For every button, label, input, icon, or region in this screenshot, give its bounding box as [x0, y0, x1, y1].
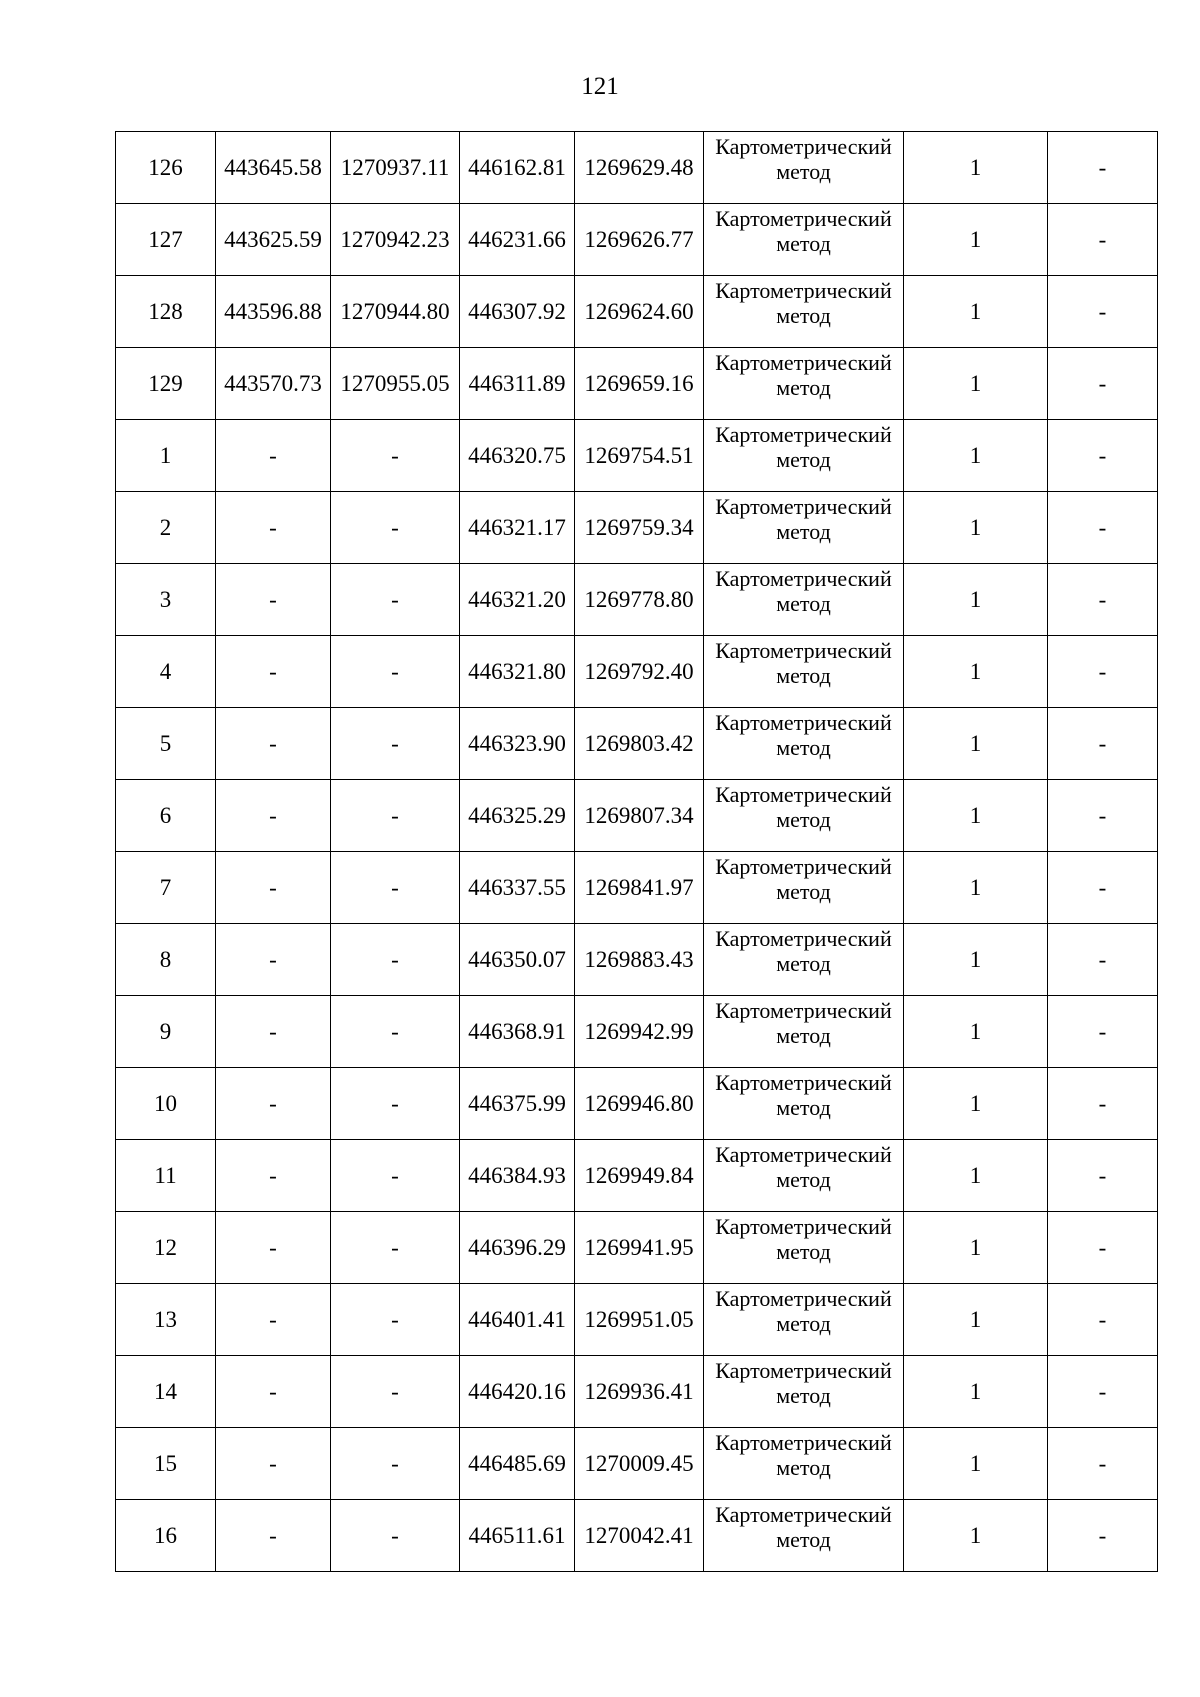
- accuracy-cell: 1: [904, 492, 1048, 564]
- table-row: [116, 1212, 1158, 1284]
- accuracy-cell: 1: [904, 924, 1048, 996]
- point-number-cell: 12: [116, 1212, 216, 1284]
- description-cell: -: [1048, 420, 1158, 492]
- point-number-cell: 9: [116, 996, 216, 1068]
- method-cell: [704, 492, 904, 564]
- accuracy-cell: 1: [904, 1212, 1048, 1284]
- method-line-2: метод: [776, 1167, 831, 1192]
- old-x-cell: 443645.58: [216, 132, 331, 204]
- method-cell: [704, 780, 904, 852]
- old-y-cell: -: [331, 564, 460, 636]
- new-y-cell: 1269754.51: [575, 420, 704, 492]
- new-y-cell: 1269951.05: [575, 1284, 704, 1356]
- table-row: [116, 492, 1158, 564]
- point-number-cell: 8: [116, 924, 216, 996]
- old-x-cell: -: [216, 924, 331, 996]
- method-line-1: Картометрический: [715, 350, 892, 375]
- method-cell: [704, 1356, 904, 1428]
- new-x-cell: 446307.92: [460, 276, 575, 348]
- table-row: [116, 780, 1158, 852]
- method-line-2: метод: [776, 879, 831, 904]
- new-x-cell: 446323.90: [460, 708, 575, 780]
- table-row: [116, 1428, 1158, 1500]
- old-y-cell: -: [331, 780, 460, 852]
- description-cell: -: [1048, 636, 1158, 708]
- accuracy-cell: 1: [904, 1140, 1048, 1212]
- method-line-2: метод: [776, 1095, 831, 1120]
- new-y-cell: 1269629.48: [575, 132, 704, 204]
- method-line-1: Картометрический: [715, 494, 892, 519]
- old-x-cell: -: [216, 1356, 331, 1428]
- old-x-cell: -: [216, 780, 331, 852]
- new-x-cell: 446485.69: [460, 1428, 575, 1500]
- old-x-cell: -: [216, 420, 331, 492]
- point-number-cell: 126: [116, 132, 216, 204]
- method-cell: [704, 1068, 904, 1140]
- new-y-cell: 1269792.40: [575, 636, 704, 708]
- new-x-cell: 446337.55: [460, 852, 575, 924]
- method-line-2: метод: [776, 663, 831, 688]
- method-line-1: Картометрический: [715, 1214, 892, 1239]
- method-cell: [704, 1212, 904, 1284]
- old-x-cell: -: [216, 1500, 331, 1572]
- table-row: [116, 996, 1158, 1068]
- method-line-1: Картометрический: [715, 926, 892, 951]
- description-cell: -: [1048, 348, 1158, 420]
- method-cell: [704, 996, 904, 1068]
- description-cell: -: [1048, 1068, 1158, 1140]
- point-number-cell: 128: [116, 276, 216, 348]
- method-line-1: Картометрический: [715, 134, 892, 159]
- point-number-cell: 16: [116, 1500, 216, 1572]
- table-row: [116, 1068, 1158, 1140]
- accuracy-cell: 1: [904, 1068, 1048, 1140]
- old-y-cell: -: [331, 1284, 460, 1356]
- new-x-cell: 446350.07: [460, 924, 575, 996]
- old-x-cell: 443596.88: [216, 276, 331, 348]
- point-number-cell: 15: [116, 1428, 216, 1500]
- method-cell: [704, 708, 904, 780]
- method-cell: [704, 1500, 904, 1572]
- old-y-cell: -: [331, 924, 460, 996]
- method-cell: [704, 348, 904, 420]
- description-cell: -: [1048, 780, 1158, 852]
- old-y-cell: -: [331, 1212, 460, 1284]
- old-x-cell: -: [216, 492, 331, 564]
- accuracy-cell: 1: [904, 780, 1048, 852]
- old-x-cell: -: [216, 852, 331, 924]
- method-line-1: Картометрический: [715, 854, 892, 879]
- method-cell: [704, 1140, 904, 1212]
- new-x-cell: 446401.41: [460, 1284, 575, 1356]
- old-x-cell: -: [216, 564, 331, 636]
- method-line-1: Картометрический: [715, 1502, 892, 1527]
- method-line-2: метод: [776, 519, 831, 544]
- accuracy-cell: 1: [904, 132, 1048, 204]
- table-row: [116, 564, 1158, 636]
- accuracy-cell: 1: [904, 420, 1048, 492]
- method-line-1: Картометрический: [715, 206, 892, 231]
- table-row: [116, 348, 1158, 420]
- new-y-cell: 1269941.95: [575, 1212, 704, 1284]
- description-cell: -: [1048, 492, 1158, 564]
- accuracy-cell: 1: [904, 1428, 1048, 1500]
- point-number-cell: 11: [116, 1140, 216, 1212]
- method-line-2: метод: [776, 447, 831, 472]
- new-x-cell: 446325.29: [460, 780, 575, 852]
- method-line-1: Картометрический: [715, 422, 892, 447]
- method-line-1: Картометрический: [715, 1358, 892, 1383]
- method-line-1: Картометрический: [715, 998, 892, 1023]
- method-line-1: Картометрический: [715, 1286, 892, 1311]
- coordinates-table: [115, 131, 1158, 1572]
- accuracy-cell: 1: [904, 564, 1048, 636]
- point-number-cell: 4: [116, 636, 216, 708]
- new-x-cell: 446396.29: [460, 1212, 575, 1284]
- accuracy-cell: 1: [904, 636, 1048, 708]
- point-number-cell: 1: [116, 420, 216, 492]
- description-cell: -: [1048, 276, 1158, 348]
- description-cell: -: [1048, 1500, 1158, 1572]
- table-row: [116, 636, 1158, 708]
- method-line-1: Картометрический: [715, 1142, 892, 1167]
- method-cell: [704, 636, 904, 708]
- description-cell: -: [1048, 1284, 1158, 1356]
- table-row: [116, 204, 1158, 276]
- method-cell: [704, 1428, 904, 1500]
- description-cell: -: [1048, 852, 1158, 924]
- table-row: [116, 708, 1158, 780]
- old-y-cell: -: [331, 1500, 460, 1572]
- method-line-1: Картометрический: [715, 638, 892, 663]
- point-number-cell: 6: [116, 780, 216, 852]
- old-x-cell: -: [216, 708, 331, 780]
- method-cell: [704, 852, 904, 924]
- new-y-cell: 1269759.34: [575, 492, 704, 564]
- new-y-cell: 1269946.80: [575, 1068, 704, 1140]
- method-line-2: метод: [776, 591, 831, 616]
- method-cell: [704, 420, 904, 492]
- new-y-cell: 1269807.34: [575, 780, 704, 852]
- point-number-cell: 3: [116, 564, 216, 636]
- method-line-1: Картометрический: [715, 782, 892, 807]
- table-row: [116, 420, 1158, 492]
- new-x-cell: 446162.81: [460, 132, 575, 204]
- new-y-cell: 1269841.97: [575, 852, 704, 924]
- new-x-cell: 446511.61: [460, 1500, 575, 1572]
- method-line-1: Картометрический: [715, 566, 892, 591]
- description-cell: -: [1048, 1428, 1158, 1500]
- method-line-2: метод: [776, 807, 831, 832]
- method-cell: [704, 204, 904, 276]
- old-x-cell: -: [216, 1212, 331, 1284]
- point-number-cell: 2: [116, 492, 216, 564]
- table-row: [116, 1356, 1158, 1428]
- method-line-2: метод: [776, 1455, 831, 1480]
- new-y-cell: 1269803.42: [575, 708, 704, 780]
- method-cell: [704, 564, 904, 636]
- method-line-1: Картометрический: [715, 1430, 892, 1455]
- method-line-2: метод: [776, 1023, 831, 1048]
- point-number-cell: 14: [116, 1356, 216, 1428]
- description-cell: -: [1048, 1140, 1158, 1212]
- method-line-2: метод: [776, 1527, 831, 1552]
- new-y-cell: 1269659.16: [575, 348, 704, 420]
- table-body: [116, 132, 1158, 1572]
- point-number-cell: 7: [116, 852, 216, 924]
- old-y-cell: 1270937.11: [331, 132, 460, 204]
- table-row: [116, 132, 1158, 204]
- method-line-2: метод: [776, 231, 831, 256]
- method-line-1: Картометрический: [715, 1070, 892, 1095]
- description-cell: -: [1048, 996, 1158, 1068]
- method-cell: [704, 1284, 904, 1356]
- method-cell: [704, 276, 904, 348]
- method-line-2: метод: [776, 735, 831, 760]
- method-line-2: метод: [776, 303, 831, 328]
- point-number-cell: 10: [116, 1068, 216, 1140]
- old-y-cell: -: [331, 852, 460, 924]
- accuracy-cell: 1: [904, 276, 1048, 348]
- accuracy-cell: 1: [904, 204, 1048, 276]
- description-cell: -: [1048, 708, 1158, 780]
- description-cell: -: [1048, 924, 1158, 996]
- point-number-cell: 5: [116, 708, 216, 780]
- old-x-cell: -: [216, 1140, 331, 1212]
- new-x-cell: 446384.93: [460, 1140, 575, 1212]
- new-x-cell: 446368.91: [460, 996, 575, 1068]
- new-x-cell: 446320.75: [460, 420, 575, 492]
- method-cell: [704, 132, 904, 204]
- new-x-cell: 446321.20: [460, 564, 575, 636]
- accuracy-cell: 1: [904, 1356, 1048, 1428]
- method-line-1: Картометрический: [715, 710, 892, 735]
- old-y-cell: -: [331, 1140, 460, 1212]
- accuracy-cell: 1: [904, 1284, 1048, 1356]
- new-x-cell: 446375.99: [460, 1068, 575, 1140]
- method-line-2: метод: [776, 1383, 831, 1408]
- new-y-cell: 1270009.45: [575, 1428, 704, 1500]
- old-x-cell: 443570.73: [216, 348, 331, 420]
- accuracy-cell: 1: [904, 1500, 1048, 1572]
- accuracy-cell: 1: [904, 996, 1048, 1068]
- method-line-2: метод: [776, 375, 831, 400]
- old-y-cell: -: [331, 636, 460, 708]
- method-line-2: метод: [776, 951, 831, 976]
- page-number: 121: [581, 73, 619, 100]
- description-cell: -: [1048, 204, 1158, 276]
- new-y-cell: 1269624.60: [575, 276, 704, 348]
- new-x-cell: 446321.80: [460, 636, 575, 708]
- method-line-2: метод: [776, 159, 831, 184]
- new-y-cell: 1269883.43: [575, 924, 704, 996]
- table-row: [116, 276, 1158, 348]
- table-row: [116, 1140, 1158, 1212]
- accuracy-cell: 1: [904, 852, 1048, 924]
- new-y-cell: 1270042.41: [575, 1500, 704, 1572]
- old-y-cell: 1270942.23: [331, 204, 460, 276]
- method-line-1: Картометрический: [715, 278, 892, 303]
- description-cell: -: [1048, 1356, 1158, 1428]
- old-x-cell: -: [216, 1284, 331, 1356]
- description-cell: -: [1048, 1212, 1158, 1284]
- old-x-cell: -: [216, 1068, 331, 1140]
- old-y-cell: -: [331, 1068, 460, 1140]
- old-y-cell: -: [331, 1356, 460, 1428]
- old-y-cell: -: [331, 492, 460, 564]
- old-y-cell: -: [331, 420, 460, 492]
- table-row: [116, 1284, 1158, 1356]
- point-number-cell: 13: [116, 1284, 216, 1356]
- old-x-cell: -: [216, 636, 331, 708]
- new-y-cell: 1269626.77: [575, 204, 704, 276]
- old-y-cell: 1270955.05: [331, 348, 460, 420]
- old-y-cell: -: [331, 996, 460, 1068]
- description-cell: -: [1048, 132, 1158, 204]
- table-row: [116, 924, 1158, 996]
- new-x-cell: 446321.17: [460, 492, 575, 564]
- method-line-2: метод: [776, 1311, 831, 1336]
- old-x-cell: -: [216, 996, 331, 1068]
- old-y-cell: -: [331, 708, 460, 780]
- table-row: [116, 852, 1158, 924]
- old-y-cell: -: [331, 1428, 460, 1500]
- new-y-cell: 1269949.84: [575, 1140, 704, 1212]
- accuracy-cell: 1: [904, 348, 1048, 420]
- new-y-cell: 1269936.41: [575, 1356, 704, 1428]
- old-x-cell: 443625.59: [216, 204, 331, 276]
- old-x-cell: -: [216, 1428, 331, 1500]
- method-line-2: метод: [776, 1239, 831, 1264]
- new-x-cell: 446231.66: [460, 204, 575, 276]
- old-y-cell: 1270944.80: [331, 276, 460, 348]
- table-row: [116, 1500, 1158, 1572]
- description-cell: -: [1048, 564, 1158, 636]
- new-y-cell: 1269942.99: [575, 996, 704, 1068]
- point-number-cell: 129: [116, 348, 216, 420]
- method-cell: [704, 924, 904, 996]
- point-number-cell: 127: [116, 204, 216, 276]
- accuracy-cell: 1: [904, 708, 1048, 780]
- new-x-cell: 446311.89: [460, 348, 575, 420]
- new-x-cell: 446420.16: [460, 1356, 575, 1428]
- new-y-cell: 1269778.80: [575, 564, 704, 636]
